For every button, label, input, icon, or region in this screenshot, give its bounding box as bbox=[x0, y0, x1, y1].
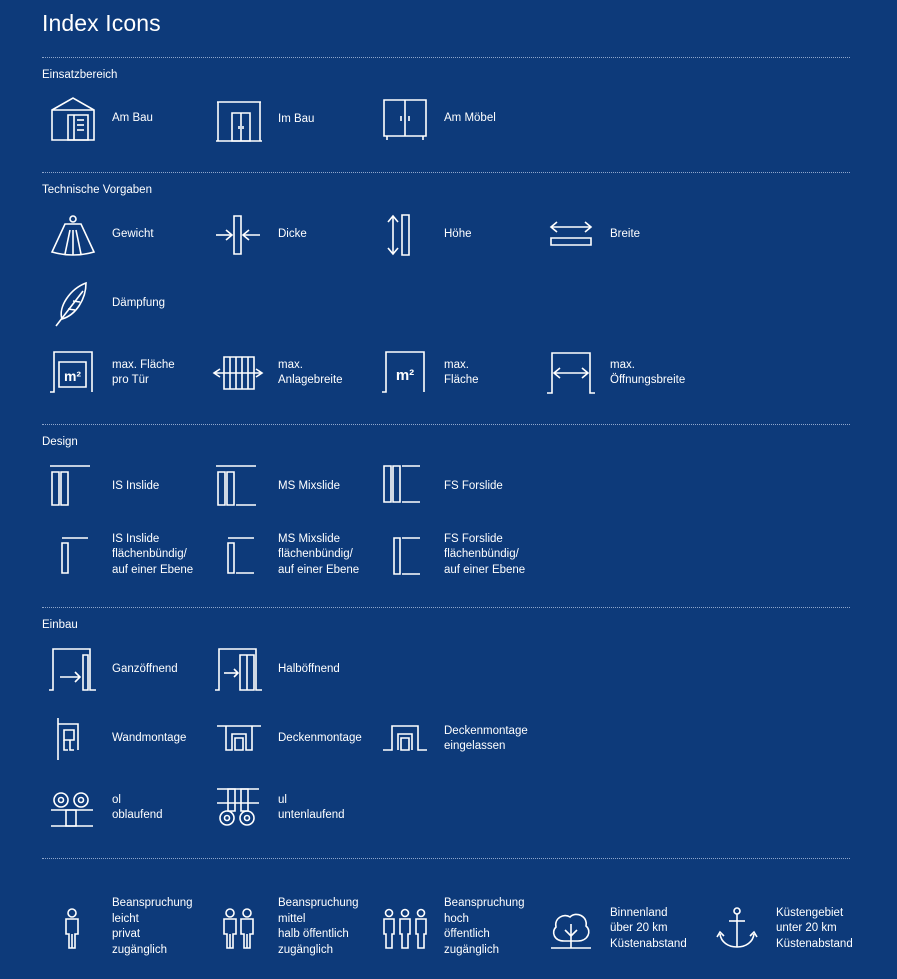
garage-icon bbox=[48, 94, 98, 144]
index-item-gewicht bbox=[48, 210, 154, 260]
index-item-am-moebel bbox=[380, 94, 496, 144]
section-label-technische-vorgaben: Technische Vorgaben bbox=[42, 184, 152, 196]
divider bbox=[42, 57, 850, 58]
item-label: Beanspruchung mittel halb öffentlich zugänglich bbox=[278, 897, 359, 956]
item-label: IS Inslide bbox=[112, 480, 160, 493]
index-item-beanspruchung-leicht bbox=[48, 896, 193, 958]
weight-icon bbox=[48, 210, 98, 260]
index-item-untenlaufend bbox=[214, 783, 345, 833]
index-item-oblaufend bbox=[48, 783, 163, 833]
item-label: IS Inslide flächenbündig/ auf einer Ebene bbox=[112, 532, 194, 576]
item-label: Beanspruchung hoch öffentlich zugänglich bbox=[444, 897, 525, 956]
item-label: max. Fläche bbox=[444, 358, 479, 386]
index-item-im-bau bbox=[214, 95, 314, 145]
item-label: Höhe bbox=[444, 228, 472, 241]
divider bbox=[42, 607, 850, 608]
item-label: MS Mixslide bbox=[278, 480, 340, 493]
inslide-icon bbox=[48, 462, 98, 512]
index-item-is-inslide bbox=[48, 462, 159, 512]
section-label-einsatzbereich: Einsatzbereich bbox=[42, 69, 118, 81]
svg-text:m²: m² bbox=[63, 368, 82, 384]
item-label: max. Anlagebreite bbox=[278, 358, 343, 386]
item-label: MS Mixslide flächenbündig/ auf einer Ebene bbox=[278, 532, 360, 576]
item-label: Ganzöffnend bbox=[112, 663, 178, 676]
index-item-max-flaeche bbox=[380, 348, 479, 398]
item-label: Dicke bbox=[278, 228, 307, 241]
mixslide-flush-icon bbox=[214, 530, 264, 580]
index-item-am-bau bbox=[48, 94, 153, 144]
ceiling-mount-icon bbox=[214, 714, 264, 764]
item-label: Am Bau bbox=[112, 112, 153, 125]
furniture-icon bbox=[380, 94, 430, 144]
anchor-icon bbox=[712, 904, 762, 954]
item-label: ul untenlaufend bbox=[278, 793, 345, 821]
index-item-hoehe bbox=[380, 210, 472, 260]
divider bbox=[42, 172, 850, 173]
index-item-ms-mixslide bbox=[214, 462, 340, 512]
area-icon bbox=[380, 348, 430, 398]
item-label: max. Fläche pro Tür bbox=[112, 358, 175, 386]
index-item-dicke bbox=[214, 210, 307, 260]
index-item-wandmontage bbox=[48, 714, 186, 764]
index-item-daempfung bbox=[48, 279, 165, 329]
item-label: FS Forslide flächenbündig/ auf einer Ebene bbox=[444, 532, 526, 576]
mixslide-icon bbox=[214, 462, 264, 512]
index-item-halboeffnend bbox=[214, 645, 340, 695]
svg-text:m²: m² bbox=[395, 367, 415, 384]
item-label: Im Bau bbox=[278, 113, 315, 126]
width-icon bbox=[546, 210, 596, 260]
recessed-ceiling-mount-icon bbox=[380, 714, 430, 764]
index-item-max-flaeche-pro-tuer bbox=[48, 348, 175, 398]
tree-icon bbox=[546, 904, 596, 954]
index-item-deckenmontage bbox=[214, 714, 362, 764]
forslide-flush-icon bbox=[380, 530, 430, 580]
section-label-design: Design bbox=[42, 436, 78, 448]
section-label-einbau: Einbau bbox=[42, 619, 78, 631]
index-item-kuestengebiet bbox=[712, 904, 853, 954]
three-persons-icon bbox=[380, 902, 430, 952]
item-label: Binnenland über 20 km Küstenabstand bbox=[610, 906, 687, 950]
item-label: Deckenmontage bbox=[278, 732, 362, 745]
item-label: Am Möbel bbox=[444, 112, 496, 125]
one-person-icon bbox=[48, 902, 98, 952]
item-label: Dämpfung bbox=[112, 297, 166, 310]
wardrobe-room-icon bbox=[214, 95, 264, 145]
index-item-ms-mixslide-flush bbox=[214, 530, 359, 580]
system-width-icon bbox=[214, 348, 264, 398]
index-item-is-inslide-flush bbox=[48, 530, 193, 580]
index-item-ganzoeffnend bbox=[48, 645, 178, 695]
item-label: Wandmontage bbox=[112, 732, 187, 745]
two-persons-icon bbox=[214, 902, 264, 952]
item-label: Halböffnend bbox=[278, 663, 340, 676]
half-opening-icon bbox=[214, 645, 264, 695]
item-label: Beanspruchung leicht privat zugänglich bbox=[112, 897, 193, 956]
forslide-icon bbox=[380, 462, 430, 512]
divider bbox=[42, 858, 850, 859]
divider bbox=[42, 424, 850, 425]
index-item-binnenland bbox=[546, 904, 687, 954]
feather-icon bbox=[48, 279, 98, 329]
inslide-flush-icon bbox=[48, 530, 98, 580]
height-icon bbox=[380, 210, 430, 260]
index-item-max-anlagebreite bbox=[214, 348, 343, 398]
item-label: FS Forslide bbox=[444, 480, 503, 493]
item-label: Küstengebiet unter 20 km Küstenabstand bbox=[776, 906, 853, 950]
opening-width-icon bbox=[546, 348, 596, 398]
index-item-beanspruchung-mittel bbox=[214, 896, 359, 958]
index-item-fs-forslide bbox=[380, 462, 503, 512]
item-label: Breite bbox=[610, 228, 641, 241]
page-title: Index Icons bbox=[42, 10, 161, 36]
thickness-icon bbox=[214, 210, 264, 260]
index-item-beanspruchung-hoch bbox=[380, 896, 525, 958]
index-item-deckenmontage-eingelassen bbox=[380, 714, 528, 764]
item-label: Gewicht bbox=[112, 228, 154, 241]
wall-mount-icon bbox=[48, 714, 98, 764]
index-item-fs-forslide-flush bbox=[380, 530, 525, 580]
bottom-running-icon bbox=[214, 783, 264, 833]
item-label: ol oblaufend bbox=[112, 793, 163, 821]
area-per-door-icon bbox=[48, 348, 98, 398]
item-label: Deckenmontage eingelassen bbox=[444, 724, 528, 752]
top-running-icon bbox=[48, 783, 98, 833]
item-label: max. Öffnungsbreite bbox=[610, 358, 686, 386]
index-item-breite bbox=[546, 210, 640, 260]
full-opening-icon bbox=[48, 645, 98, 695]
index-item-max-oeffnungsbreite bbox=[546, 348, 685, 398]
